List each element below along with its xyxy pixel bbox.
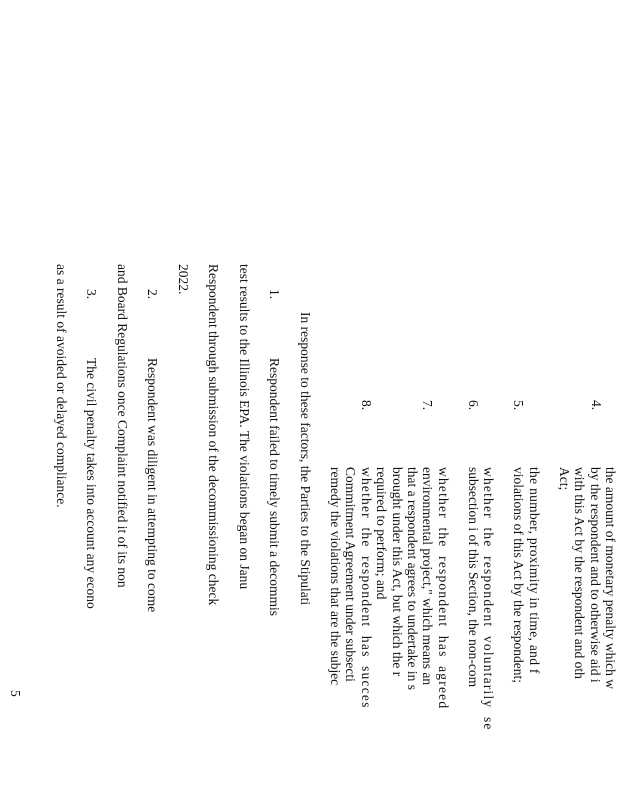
item-6-number: 6.: [466, 400, 481, 411]
para-3-number: 3.: [84, 289, 99, 300]
para-3-line-1: The civil penalty takes into account any econo: [84, 358, 99, 609]
para-1-number: 1.: [267, 289, 282, 300]
item-7-line-4: brought under this Act, but which the r: [390, 467, 405, 677]
item-4-line-1: the amount of monetary penalty which w: [603, 467, 618, 689]
item-8-line-3: remedy the violations that are the subjec: [328, 467, 343, 686]
para-2-number: 2.: [145, 289, 160, 300]
para-2-line-1: Respondent was diligent in attempting to come: [145, 358, 160, 613]
response-intro: In response to these factors, the Parties to the Stipulati: [298, 312, 313, 606]
item-8-line-1: whether the respondent has succes: [359, 467, 374, 709]
para-1-line-2: test results to the Illinois EPA. The violations began on Janu: [237, 264, 252, 590]
para-3-line-2: as a result of avoided or delayed compliance.: [54, 264, 69, 508]
item-4-line-2: by the respondent and to otherwise aid i: [588, 467, 603, 683]
item-8-line-2: Commitment Agreement under subsecti: [343, 467, 358, 682]
page-number: 5: [8, 690, 23, 697]
item-5-number: 5.: [511, 400, 526, 411]
item-5-line-1: the number, proximity in time, and f: [527, 467, 542, 674]
item-6-line-1: whether the respondent voluntarily se: [481, 467, 496, 731]
para-1-line-4: 2022.: [176, 264, 191, 295]
item-7-line-3: that a respondent agrees to undertake in s: [405, 467, 420, 691]
item-7-number: 7.: [420, 400, 435, 411]
para-1-line-1: Respondent failed to timely submit a decommis: [267, 358, 282, 616]
item-5-line-2: violations of this Act by the respondent;: [511, 467, 526, 683]
item-8-number: 8.: [359, 400, 374, 411]
item-7-line-1: whether the respondent has agreed: [436, 467, 451, 710]
item-4-line-4: Act;: [557, 467, 572, 491]
item-4-number: 4.: [589, 400, 604, 411]
item-7-line-5: required to perform; and: [374, 467, 389, 600]
para-2-line-2: and Board Regulations once Complaint notified it of its non: [115, 264, 130, 588]
para-1-line-3: Respondent through submission of the decommissioning check: [206, 264, 221, 606]
item-6-line-2: subsection i of this Section, the non-com: [466, 467, 481, 688]
item-4-line-3: with this Act by the respondent and oth: [572, 467, 587, 679]
item-7-line-2: environmental project," which means an: [420, 467, 435, 686]
